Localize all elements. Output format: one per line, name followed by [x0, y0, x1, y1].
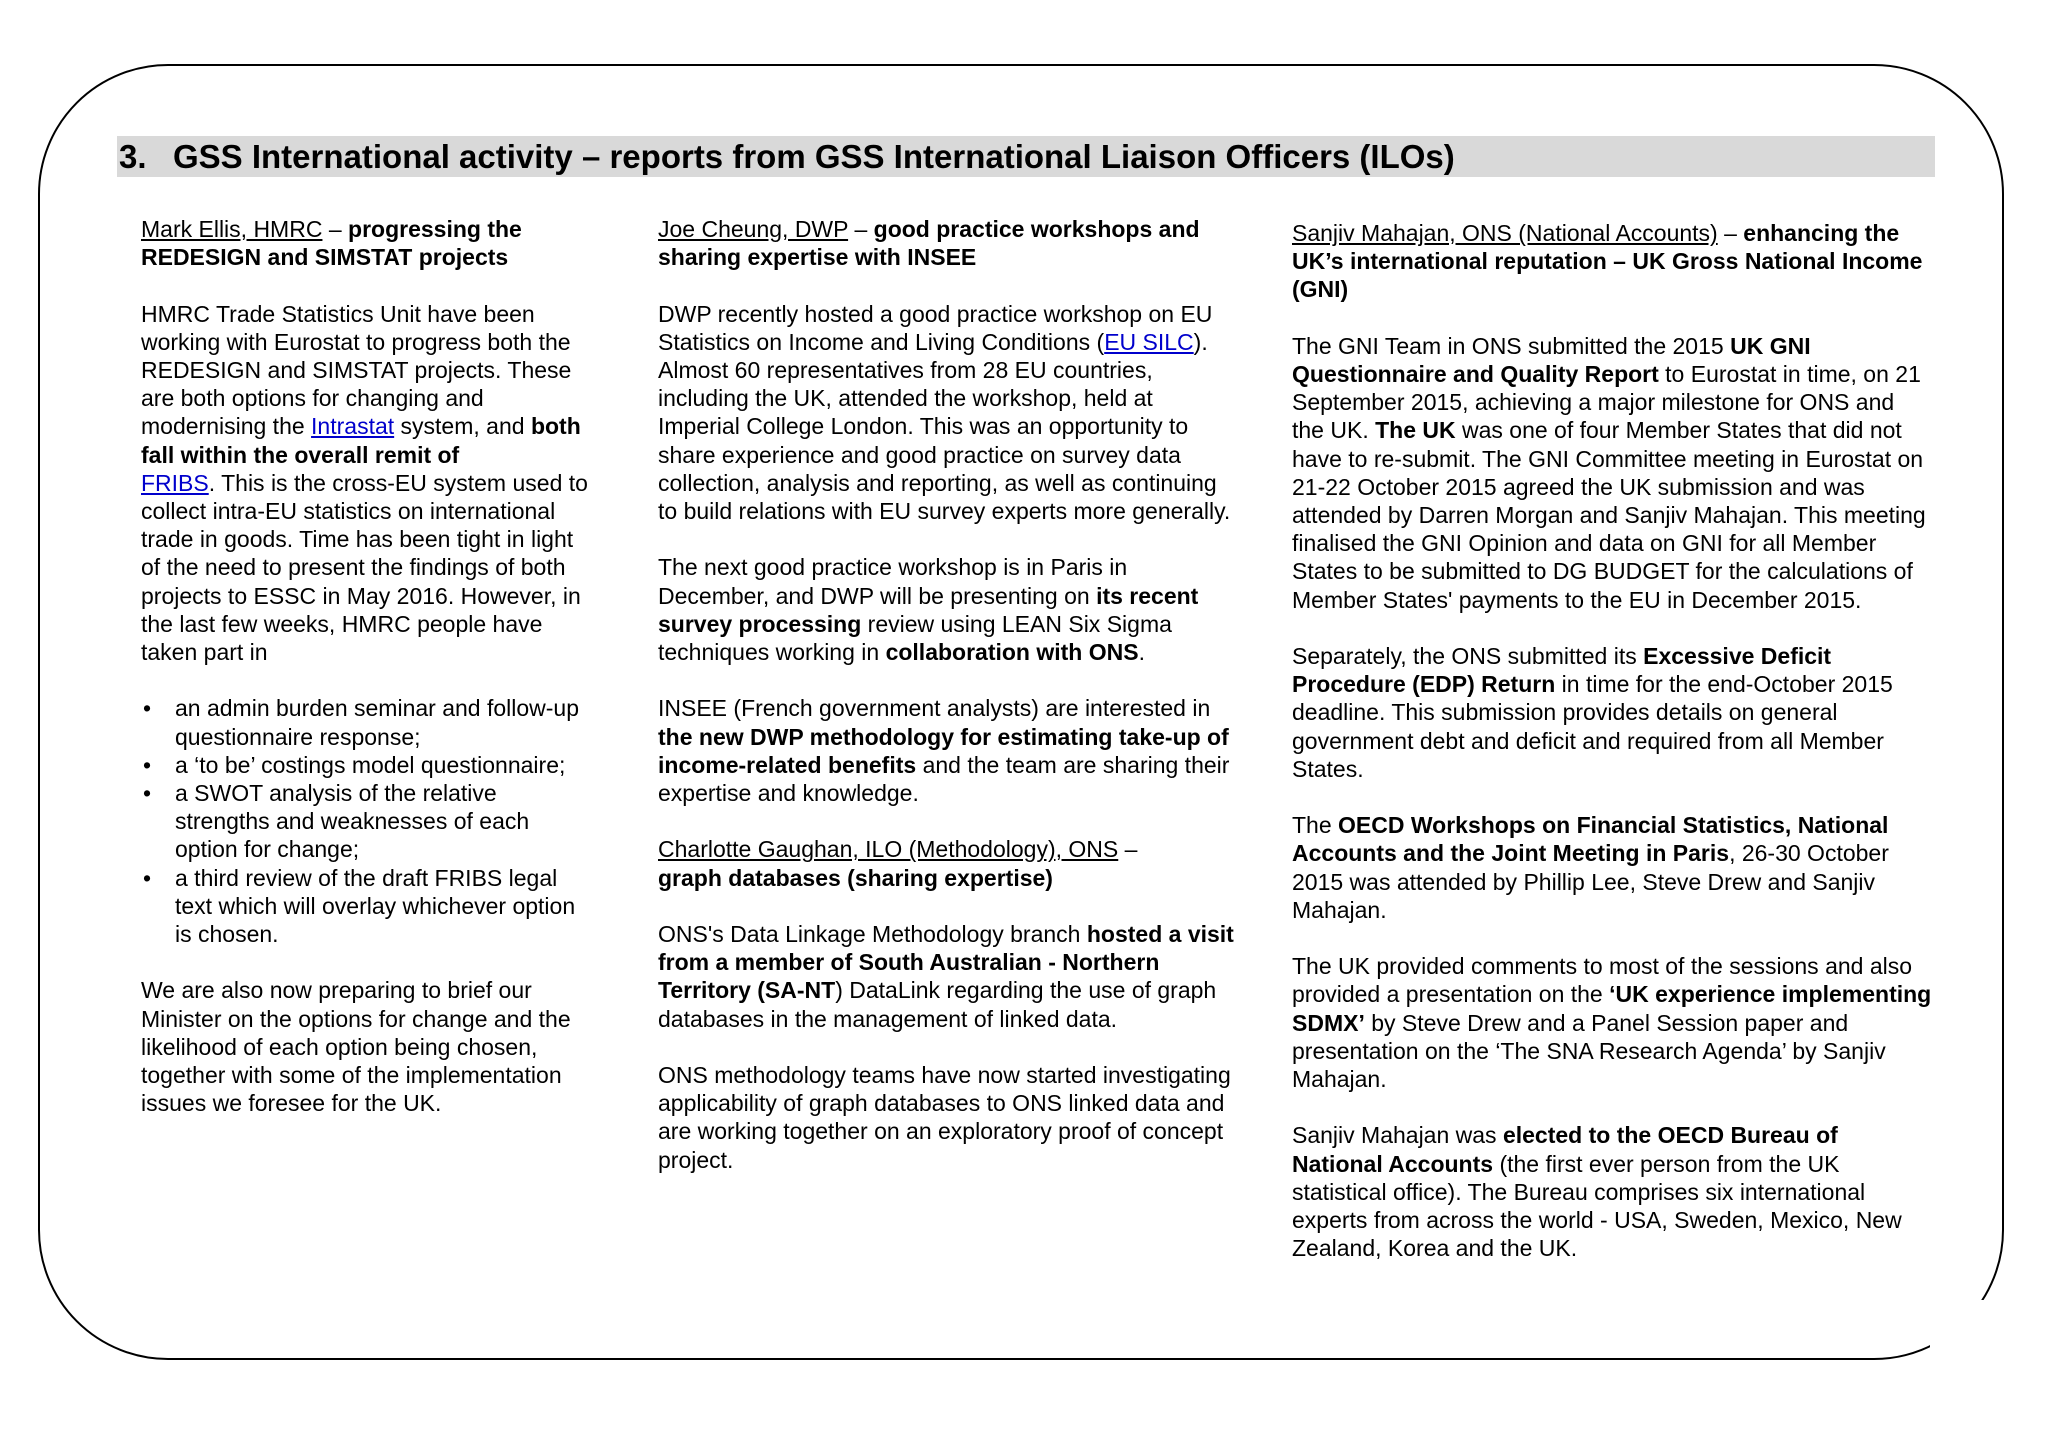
list-item-text: a ‘to be’ costings model questionnaire; — [175, 751, 566, 778]
report-heading — [658, 215, 1238, 271]
bold-text: ‘UK experience implementing SDMX’ — [1292, 981, 1932, 1036]
report-topic: progressing the REDESIGN and SIMSTAT projects — [141, 216, 522, 271]
paragraph: We are also now preparing to brief our Minister on the options for change and the likelihood of each option being chosen, together with some of the implementation issues we foresee for the UK. — [141, 977, 571, 1117]
bullet-icon: • — [143, 695, 152, 722]
report-topic: graph databases (sharing expertise) — [658, 864, 1053, 891]
text-run: , 26-30 October 2015 was attended by Phillip Lee, Steve Drew and Sanjiv Mahajan. — [1292, 840, 1889, 923]
text-run: was one of four Member States that did not have to re-submit. The GNI Committee meeting in Eurostat on 21-22 October 2015 agreed the UK submission and was attended by Darren Morgan and Sanjiv Mahajan. This meeting finalised the GNI Opinion and data on GNI for all Member States to be submitted to DG BUDGET for the calculations of Member States' payments to the EU in December 2015. — [1292, 417, 1926, 613]
list-item — [141, 694, 591, 750]
report-heading — [658, 835, 1238, 891]
column-ons — [1292, 219, 1932, 1262]
heading-dash: – — [1717, 220, 1744, 246]
text-run: . — [1138, 639, 1145, 666]
bold-text: The UK — [1375, 417, 1456, 444]
bold-text: Excessive Deficit Procedure (EDP) Return — [1292, 643, 1832, 698]
fribs-link[interactable]: FRIBS — [141, 469, 209, 496]
paragraph — [1292, 332, 1932, 614]
text-run: Separately, the ONS submitted its — [1292, 643, 1644, 670]
text-run: The GNI Team in ONS submitted the 2015 — [1292, 332, 1731, 359]
report-topic: enhancing the UK’s international reputation – UK Gross National Income (GNI) — [1292, 220, 1923, 303]
heading-dash: – — [848, 216, 874, 242]
list-item-text: a SWOT analysis of the relative strengths and weaknesses of each option for change; — [175, 780, 530, 863]
report-topic: good practice workshops and sharing expertise with INSEE — [658, 216, 1200, 271]
bold-text: its recent survey processing — [658, 582, 1199, 637]
text-run: The — [1292, 812, 1339, 839]
bold-text: both fall within the overall remit of — [141, 413, 581, 468]
section-number: 3. — [119, 138, 147, 175]
text-run: Sanjiv Mahajan was — [1292, 1122, 1503, 1149]
bold-text: the new DWP methodology for estimating take-up of income-related benefits — [658, 723, 1229, 778]
list-item — [141, 779, 591, 864]
intrastat-link[interactable]: Intrastat — [311, 413, 395, 440]
text-run: INSEE (French government analysts) are interested in — [658, 695, 1211, 722]
text-run: The UK provided comments to most of the sessions and also provided a presentation on the — [1292, 953, 1913, 1008]
column-hmrc — [141, 215, 591, 1146]
heading-dash: – — [322, 216, 349, 242]
author-name: Charlotte Gaughan, ILO (Methodology), ONS — [658, 836, 1119, 863]
heading-dash: – — [1118, 836, 1138, 863]
text-run: DWP recently hosted a good practice workshop on EU Statistics on Income and Living Conditions ( — [658, 300, 1213, 355]
text-run: HMRC Trade Statistics Unit have been working with Eurostat to progress both the REDESIGN and SIMSTAT projects. These are both options for changing and modernising the — [141, 300, 572, 440]
bold-text: collaboration with ONS — [885, 639, 1139, 666]
paragraph — [658, 694, 1238, 807]
bold-text: OECD Workshops on Financial Statistics, National Accounts and the Joint Meeting in Paris — [1292, 812, 1889, 867]
author-name: Mark Ellis, HMRC — [141, 216, 323, 242]
text-run: and the team are sharing their expertise and knowledge. — [658, 751, 1230, 807]
text-run: in time for the end-October 2015 deadline. This submission provides details on general government debt and deficit and required from all Member States. — [1292, 671, 1893, 782]
bullet-icon: • — [143, 864, 152, 891]
section-title: GSS International activity – reports from GSS International Liaison Officers (ILOs) — [173, 138, 1455, 175]
list-item — [141, 751, 591, 779]
text-run: by Steve Drew and a Panel Session paper and presentation on the ‘The SNA Research Agenda’ by Sanjiv Mahajan. — [1292, 1009, 1886, 1093]
bold-text: UK GNI Questionnaire and Quality Report — [1292, 332, 1811, 387]
paragraph — [658, 300, 1238, 526]
text-run: ). Almost 60 representatives from 28 EU countries, including the UK, attended the workshop, held at Imperial College London. This was an opportunity to share experience and good practice on survey data collection, analysis and reporting, as well as continuing to build relations with EU survey experts more generally. — [658, 328, 1231, 525]
paragraph — [1292, 811, 1932, 924]
author-name: Joe Cheung, DWP — [658, 216, 849, 242]
author-name: Sanjiv Mahajan, ONS (National Accounts) — [1292, 220, 1718, 246]
paragraph — [1292, 642, 1932, 783]
eu-silc-link[interactable]: EU SILC — [1104, 328, 1194, 355]
text-run: . This is the cross-EU system used to collect intra-EU statistics on international trade in goods. Time has been tight in light of the need to present the findings of both projects to ESSC in May 2016. However, in the last few weeks, HMRC people have taken part in — [141, 469, 588, 666]
text-run: ONS's Data Linkage Methodology branch — [658, 921, 1087, 947]
text-run: system, and — [394, 413, 531, 440]
section-heading — [119, 136, 1455, 177]
paragraph: ONS methodology teams have now started investigating applicability of graph databases to ONS linked data and are working together on an exploratory proof of concept project. — [658, 1062, 1231, 1173]
activity-list — [141, 694, 591, 948]
column-dwp — [658, 215, 1238, 1174]
paragraph — [658, 553, 1238, 666]
paragraph — [658, 920, 1238, 1033]
report-heading — [1292, 219, 1932, 304]
text-run: ) DataLink regarding the use of graph databases in the management of linked data. — [658, 977, 1217, 1032]
text-run: to Eurostat in time, on 21 September 2015, achieving a major milestone for ONS and the UK. — [1292, 361, 1921, 444]
paragraph — [141, 300, 591, 667]
text-run: The next good practice workshop is in Paris in December, and DWP will be presenting on — [658, 554, 1128, 609]
text-run: (the first ever person from the UK statistical office). The Bureau comprises six international experts from across the world - USA, Sweden, Mexico, New Zealand, Korea and the UK. — [1292, 1150, 1902, 1262]
frame-gap — [1930, 1300, 2010, 1370]
list-item-text: a third review of the draft FRIBS legal text which will overlay whichever option is chosen. — [175, 864, 576, 948]
list-item — [141, 864, 591, 949]
text-run: review using LEAN Six Sigma techniques working in — [658, 610, 1172, 666]
report-heading — [141, 215, 591, 271]
bullet-icon: • — [143, 751, 152, 778]
paragraph — [1292, 1121, 1932, 1262]
paragraph — [1292, 952, 1932, 1093]
list-item-text: an admin burden seminar and follow-up questionnaire response; — [175, 695, 580, 750]
bullet-icon: • — [143, 780, 152, 807]
bold-text: hosted a visit from a member of South Australian - Northern Territory (SA-NT — [658, 921, 1234, 1004]
bold-text: elected to the OECD Bureau of National Accounts — [1292, 1122, 1838, 1177]
